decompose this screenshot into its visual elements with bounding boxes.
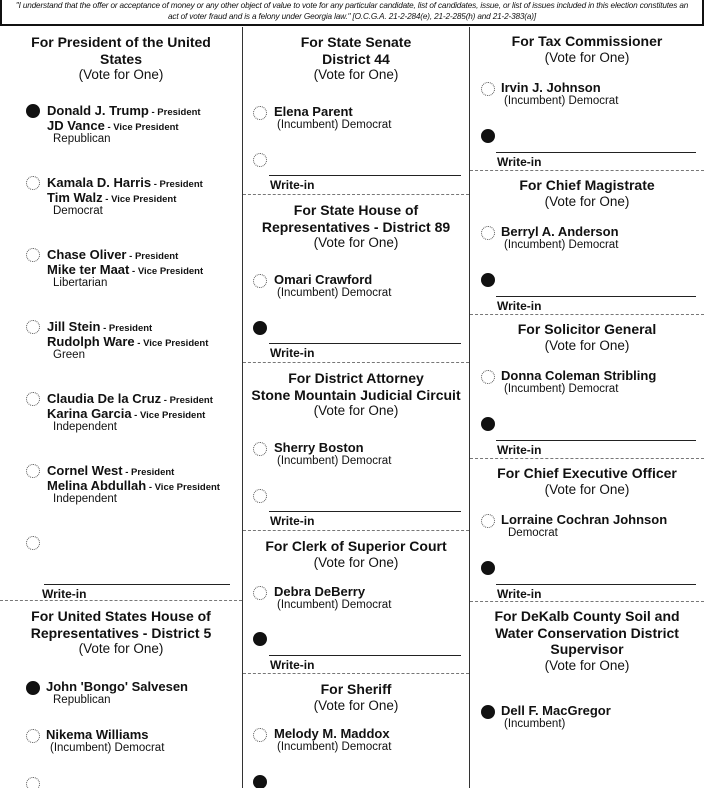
race-title-line: For Chief Magistrate [519,177,655,193]
candidate-name: Donald J. Trump [47,103,149,118]
voter-fraud-notice: "I understand that the offer or acceptance of money or any other object of value to vote for any particular candidate, list of candidates, issue, or list of issues included in this election constitutes an act of voter fraud and is a felony under Georgia law." [O.C.G.A. 21-2-284(e), 21-2-285(h) and 21-2-383(a)] [0,0,704,26]
empty-bubble-icon[interactable] [26,176,40,190]
write-in-line[interactable] [44,584,230,585]
selected-bubble-icon[interactable] [481,417,495,431]
running-mate-name: Melina Abdullah [47,478,147,493]
running-mate-name: Karina Garcia [47,406,132,421]
empty-bubble-icon[interactable] [26,248,40,262]
empty-bubble-icon[interactable] [481,82,495,96]
candidate-name: Nikema Williams [46,727,149,742]
race-solicitor-general [470,315,704,459]
write-in-label: Write-in [270,346,315,360]
ballot-column-1 [0,27,243,788]
race-title-line: For State Senate [300,34,412,50]
race-title-line: Representatives - District 89 [261,218,451,235]
selected-bubble-icon[interactable] [26,681,40,695]
empty-bubble-icon[interactable] [26,392,40,406]
write-in-option[interactable] [243,630,469,674]
candidate-role: - President [100,323,153,334]
write-in-label: Write-in [270,178,315,192]
running-mate-name: Tim Walz [47,190,103,205]
race-title-line: For District Attorney [288,370,424,386]
race-title-line: For Chief Executive Officer [497,465,677,481]
selected-bubble-icon[interactable] [481,273,495,287]
candidate-party: (Incumbent) Democrat [277,455,392,467]
vote-instruction: (Vote for One) [313,697,399,713]
candidate-party: Independent [53,493,117,505]
vote-instruction: (Vote for One) [313,554,399,570]
race-title [470,459,704,482]
write-in-label: Write-in [270,658,315,672]
write-in-label: Write-in [497,443,542,457]
empty-bubble-icon[interactable] [26,320,40,334]
race-tax-commissioner [470,27,704,171]
candidate-name: Melody M. Maddox [274,726,390,741]
write-in-option[interactable] [470,415,704,459]
race-title-line: Stone Mountain Judicial Circuit [251,386,461,403]
empty-bubble-icon[interactable] [481,226,495,240]
candidate-party: Independent [53,421,117,433]
candidate-name: Debra DeBerry [274,584,366,599]
candidate-name: Elena Parent [274,104,353,119]
candidate-party: (Incumbent) Democrat [277,119,392,131]
vote-instruction: (Vote for One) [544,49,630,65]
race-chief-executive-officer [470,459,704,602]
candidate-name: Irvin J. Johnson [501,80,601,95]
write-in-option[interactable] [470,271,704,315]
candidate-name: Berryl A. Anderson [501,224,619,239]
candidate-name: Dell F. MacGregor [501,703,611,718]
race-title-line: For DeKalb County Soil and [494,608,680,624]
race-title-line: Representatives - District 5 [30,624,212,641]
candidate-party: (Incumbent) [504,718,566,730]
race-title [470,602,704,658]
write-in-label: Write-in [270,514,315,528]
selected-bubble-icon[interactable] [26,104,40,118]
race-title [470,171,704,194]
race-title [0,601,242,641]
race-title-line: Water Conservation District [495,624,679,641]
write-in-option[interactable] [470,559,704,602]
write-in-option[interactable] [243,151,469,195]
candidate-party: Democrat [53,205,103,217]
candidate-name: Sherry Boston [274,440,364,455]
race-title [243,195,469,235]
empty-bubble-icon[interactable] [481,370,495,384]
race-title-line: For United States House of [31,608,211,624]
race-title [470,315,704,338]
candidate-party: Green [53,349,85,361]
empty-bubble-icon[interactable] [253,489,267,503]
race-title [243,27,469,67]
candidate-role: - President [161,395,213,406]
empty-bubble-icon[interactable] [26,777,40,788]
empty-bubble-icon[interactable] [253,106,267,120]
candidate-name: Claudia De la Cruz [47,391,162,406]
running-mate-name: Mike ter Maat [47,262,130,277]
vote-instruction: (Vote for One) [313,67,399,82]
empty-bubble-icon[interactable] [253,274,267,288]
selected-bubble-icon[interactable] [253,321,267,335]
selected-bubble-icon[interactable] [481,705,495,719]
race-clerk-superior-court [243,531,469,674]
running-mate-role: - Vice President [146,482,220,493]
candidate-name: Jill Stein [47,319,101,334]
vote-instruction: (Vote for One) [313,235,399,250]
write-in-line[interactable] [269,343,461,344]
race-district-attorney [243,363,469,531]
write-in-line[interactable] [269,175,461,176]
empty-bubble-icon[interactable] [253,153,267,167]
running-mate-role: - Vice President [104,122,179,133]
race-president [0,27,242,601]
candidate-name: Kamala D. Harris [47,175,152,190]
race-title [243,674,469,698]
write-in-line[interactable] [496,440,696,441]
ballot-column-2 [243,27,470,788]
candidate-party: (Incumbent) Democrat [277,287,392,299]
write-in-line[interactable] [269,655,461,656]
race-state-senate [243,27,469,195]
race-title-line: For Solicitor General [517,321,657,337]
empty-bubble-icon[interactable] [26,536,40,550]
selected-bubble-icon[interactable] [481,129,495,143]
candidate-role: - President [126,251,179,262]
running-mate-name: Rudolph Ware [47,334,135,349]
race-title-line: Supervisor [550,641,624,657]
vote-instruction: (Vote for One) [78,641,164,656]
candidate-name: Omari Crawford [274,272,373,287]
race-title-line: For President of the United [31,34,211,50]
race-chief-magistrate [470,171,704,315]
write-in-label: Write-in [42,587,87,601]
empty-bubble-icon[interactable] [253,442,267,456]
candidate-role: - President [148,107,201,118]
candidate-name: John 'Bongo' Salvesen [46,679,188,694]
write-in-line[interactable] [496,584,696,585]
candidate-party: (Incumbent) Democrat [504,239,619,251]
candidate-role: - President [151,179,203,190]
running-mate-name: JD Vance [47,118,105,133]
selected-bubble-icon[interactable] [253,632,267,646]
candidate-name: Donna Coleman Stribling [501,368,657,383]
write-in-label: Write-in [497,155,542,169]
race-state-house [243,195,469,363]
race-title [470,27,704,50]
race-title-line: For Sheriff [320,681,392,697]
running-mate-role: - Vice President [134,338,209,349]
selected-bubble-icon[interactable] [481,561,495,575]
candidate-name: Lorraine Cochran Johnson [501,512,668,527]
candidate-party: (Incumbent) Democrat [277,741,392,753]
race-title-line: District 44 [322,50,390,67]
race-title-line: For Clerk of Superior Court [265,538,447,554]
race-soil-water-supervisor [470,602,704,788]
empty-bubble-icon[interactable] [481,514,495,528]
selected-bubble-icon[interactable] [253,775,267,788]
write-in-line[interactable] [496,296,696,297]
race-title [243,531,469,555]
candidate-party: (Incumbent) Democrat [50,742,165,754]
write-in-option[interactable] [0,534,242,600]
candidate-party: Libertarian [53,277,108,289]
ballot-column-3 [470,27,704,788]
running-mate-role: - Vice President [102,194,177,205]
candidate-party: Republican [53,694,111,706]
candidate-party: (Incumbent) Democrat [504,95,619,107]
candidate-party: Republican [53,133,111,145]
candidate-party: (Incumbent) Democrat [277,599,392,611]
empty-bubble-icon[interactable] [26,464,40,478]
candidate-name: Cornel West [47,463,123,478]
write-in-option[interactable] [243,319,469,363]
vote-instruction: (Vote for One) [544,193,630,209]
write-in-line[interactable] [496,152,696,153]
empty-bubble-icon[interactable] [253,728,267,742]
write-in-line[interactable] [269,511,461,512]
empty-bubble-icon[interactable] [253,586,267,600]
write-in-label: Write-in [497,299,542,313]
race-title-line: For State House of [293,202,419,218]
vote-instruction: (Vote for One) [544,337,630,353]
race-sheriff [243,674,469,788]
race-us-house [0,601,242,788]
vote-instruction: (Vote for One) [544,481,630,497]
write-in-label: Write-in [497,587,542,601]
race-title-line: States [99,50,143,67]
empty-bubble-icon[interactable] [26,729,40,743]
vote-instruction: (Vote for One) [544,657,630,673]
candidate-party: (Incumbent) Democrat [504,383,619,395]
candidate-name: Chase Oliver [47,247,127,262]
write-in-option[interactable] [243,487,469,531]
race-title [243,363,469,403]
vote-instruction: (Vote for One) [78,67,164,82]
race-title [0,27,242,67]
race-title-line: For Tax Commissioner [511,33,663,49]
candidate-party: Democrat [508,527,558,539]
candidate-role: - President [122,467,175,478]
running-mate-role: - Vice President [129,266,204,277]
running-mate-role: - Vice President [131,410,206,421]
write-in-option[interactable] [470,127,704,171]
vote-instruction: (Vote for One) [313,403,399,418]
